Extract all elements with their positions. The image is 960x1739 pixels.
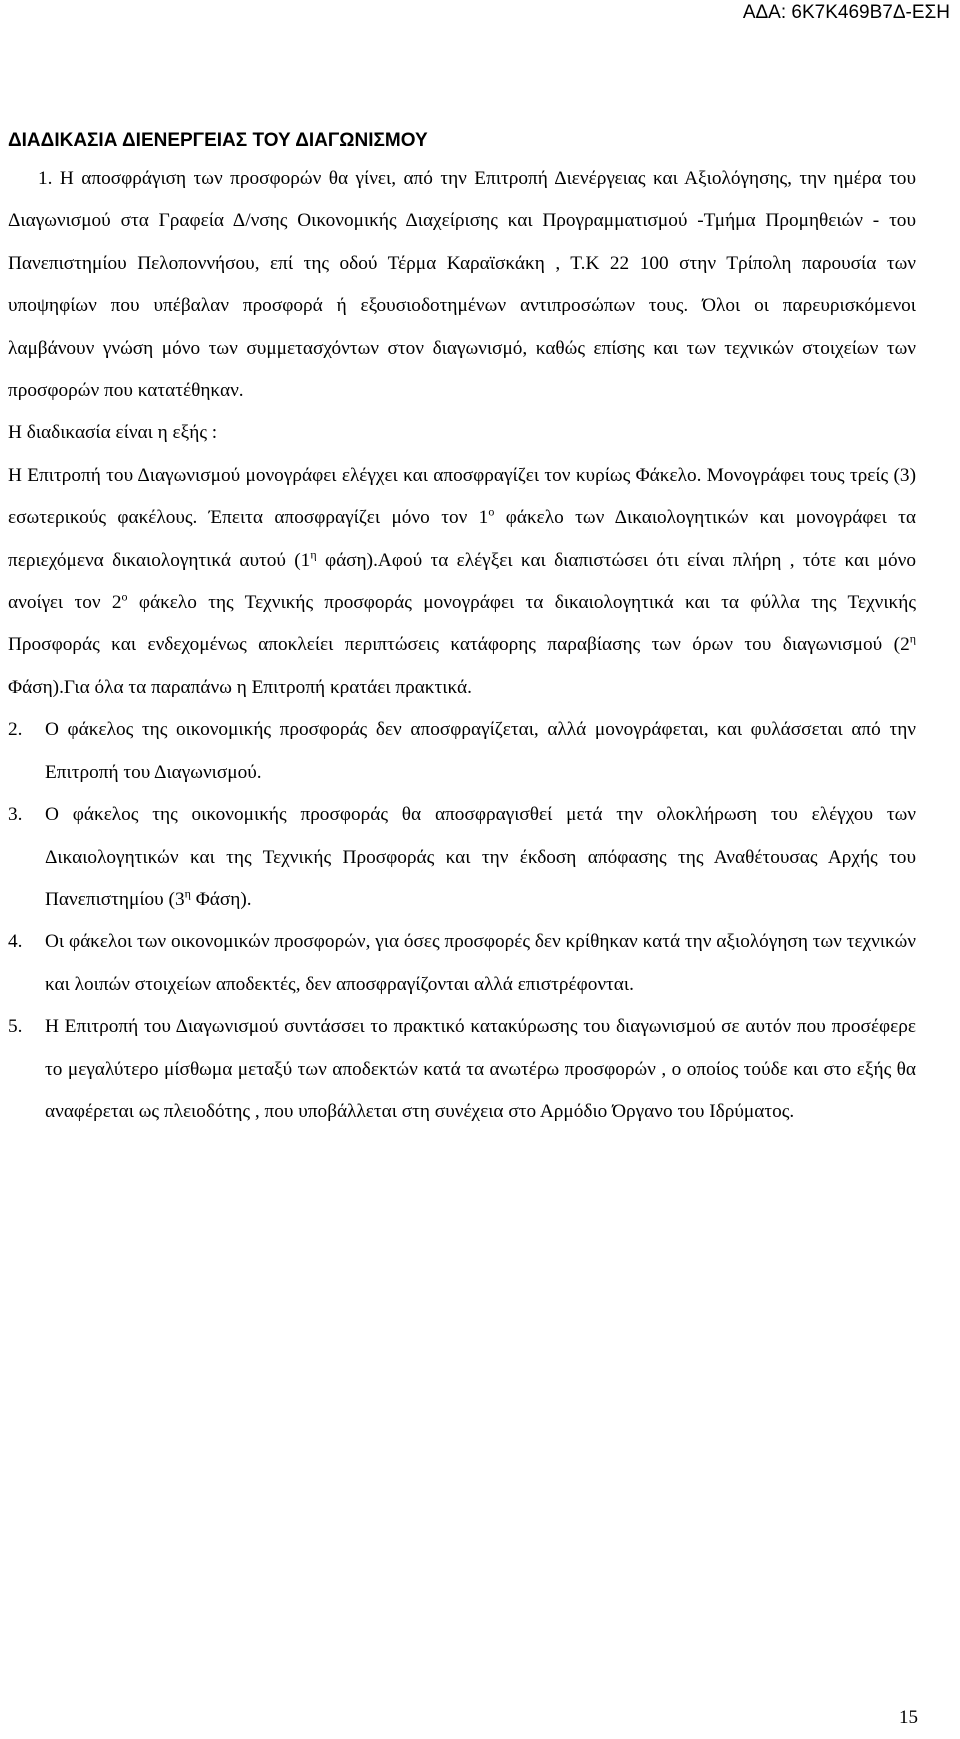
- item-5-number: 5.: [8, 1016, 23, 1038]
- procedure-text-b: φάκελο των Δικαιολογητικών και μονογράφει τα περιεχόμενα δικαιολογητικά αυτού (1: [8, 507, 916, 571]
- item-1: [8, 158, 916, 412]
- item-1-number: 1.: [38, 168, 53, 189]
- superscript: η: [184, 886, 191, 901]
- item-2: [8, 709, 916, 794]
- item-1-text: Η αποσφράγιση των προσφορών θα γίνει, από την Επιτροπή Διενέργειας και Αξιολόγησης, την ημέρα του Διαγωνισμού στα Γραφεία Δ/νσης Οικονομικής Διαχείρισης και Προγραμματισμού -Τμήμα Προμηθειών - του Πανεπιστημίου Πελοποννήσου, επί της οδού Τέρμα Καραϊσκάκη , Τ.Κ 22 100 στην Τρίπολη παρουσία των υποψηφίων που υπέβαλαν προσφορά ή εξουσιοδοτημένων αντιπροσώπων τους. Όλοι οι παρευρισκόμενοι λαμβάνουν γνώση μόνο των συμμετασχόντων στον διαγωνισμό, καθώς επίσης και των τεχνικών στοιχείων των προσφορών που κατατέθηκαν.: [8, 168, 916, 402]
- procedure-text-a: Η Επιτροπή του Διαγωνισμού μονογράφει ελέγχει και αποσφραγίζει τον κυρίως Φάκελο. Μονογράφει τους τρείς (3) εσωτερικούς φακέλους. Έπειτα αποσφραγίζει μόνο τον 1: [8, 464, 916, 529]
- superscript: η: [909, 632, 916, 647]
- page-number: 15: [899, 1707, 918, 1728]
- procedure-text-f: Φάση).Για όλα τα παραπάνω η Επιτροπή κρατάει πρακτικά.: [8, 676, 472, 698]
- document-body: [8, 124, 916, 1133]
- section-title: ΔΙΑΔΙΚΑΣΙΑ ΔΙΕΝΕΡΓΕΙΑΣ ΤΟΥ ΔΙΑΓΩΝΙΣΜΟΥ: [8, 130, 428, 151]
- superscript: η: [310, 547, 317, 562]
- item-3-text-a: Ο φάκελος της οικονομικής προσφοράς θα αποσφραγισθεί μετά την ολοκλήρωση του ελέγχου των Δικαιολογητικών και της Τεχνικής Προσφοράς και την έκδοση απόφασης της Αναθέτουσας Αρχής του Πανεπιστημίου (3: [45, 804, 916, 910]
- item-3: [8, 794, 916, 921]
- superscript: ο: [488, 504, 495, 519]
- procedure-text-c: φάση).: [316, 549, 378, 571]
- ada-code: ΑΔΑ: 6Κ7Κ469Β7Δ-ΕΣΗ: [742, 2, 950, 23]
- item-5: [8, 1006, 916, 1133]
- superscript: ο: [121, 589, 128, 604]
- item-3-text-b: Φάση).: [190, 888, 252, 910]
- item-2-text: Ο φάκελος της οικονομικής προσφοράς δεν αποσφραγίζεται, αλλά μονογράφεται, και φυλάσσεται από την Επιτροπή του Διαγωνισμού.: [45, 719, 916, 783]
- procedure-paragraph: [8, 455, 916, 709]
- item-4-number: 4.: [8, 931, 23, 953]
- procedure-text-e: φάκελο της Τεχνικής προσφοράς μονογράφει τα δικαιολογητικά και τα φύλλα της Τεχνικής Προσφοράς και ενδεχομένως αποκλείει περιπτώσεις κατάφορης παραβίασης των όρων του διαγωνισμού (2: [8, 592, 916, 656]
- procedure-intro: Η διαδικασία είναι η εξής :: [8, 422, 218, 444]
- procedure-text-d: Αφού τα ελέγξει και διαπιστώσει ότι είναι πλήρη , τότε και μόνο ανοίγει τον 2: [8, 549, 916, 614]
- item-2-number: 2.: [8, 719, 23, 741]
- item-4-text: Οι φάκελοι των οικονομικών προσφορών, για όσες προσφορές δεν κρίθηκαν κατά την αξιολόγηση των τεχνικών και λοιπών στοιχείων αποδεκτές, δεν αποσφραγίζονται αλλά επιστρέφονται.: [45, 931, 916, 995]
- item-3-number: 3.: [8, 804, 23, 826]
- item-5-text: Η Επιτροπή του Διαγωνισμού συντάσσει το πρακτικό κατακύρωσης του διαγωνισμού σε αυτόν που προσέφερε το μεγαλύτερο μίσθωμα μεταξύ των αποδεκτών κατά τα ανωτέρω προσφορών , ο οποίος τούδε και στο εξής θα αναφέρεται ως πλειοδότης , που υποβάλλεται στη συνέχεια στο Αρμόδιο Όργανο του Ιδρύματος.: [45, 1016, 916, 1122]
- item-4: [8, 921, 916, 1006]
